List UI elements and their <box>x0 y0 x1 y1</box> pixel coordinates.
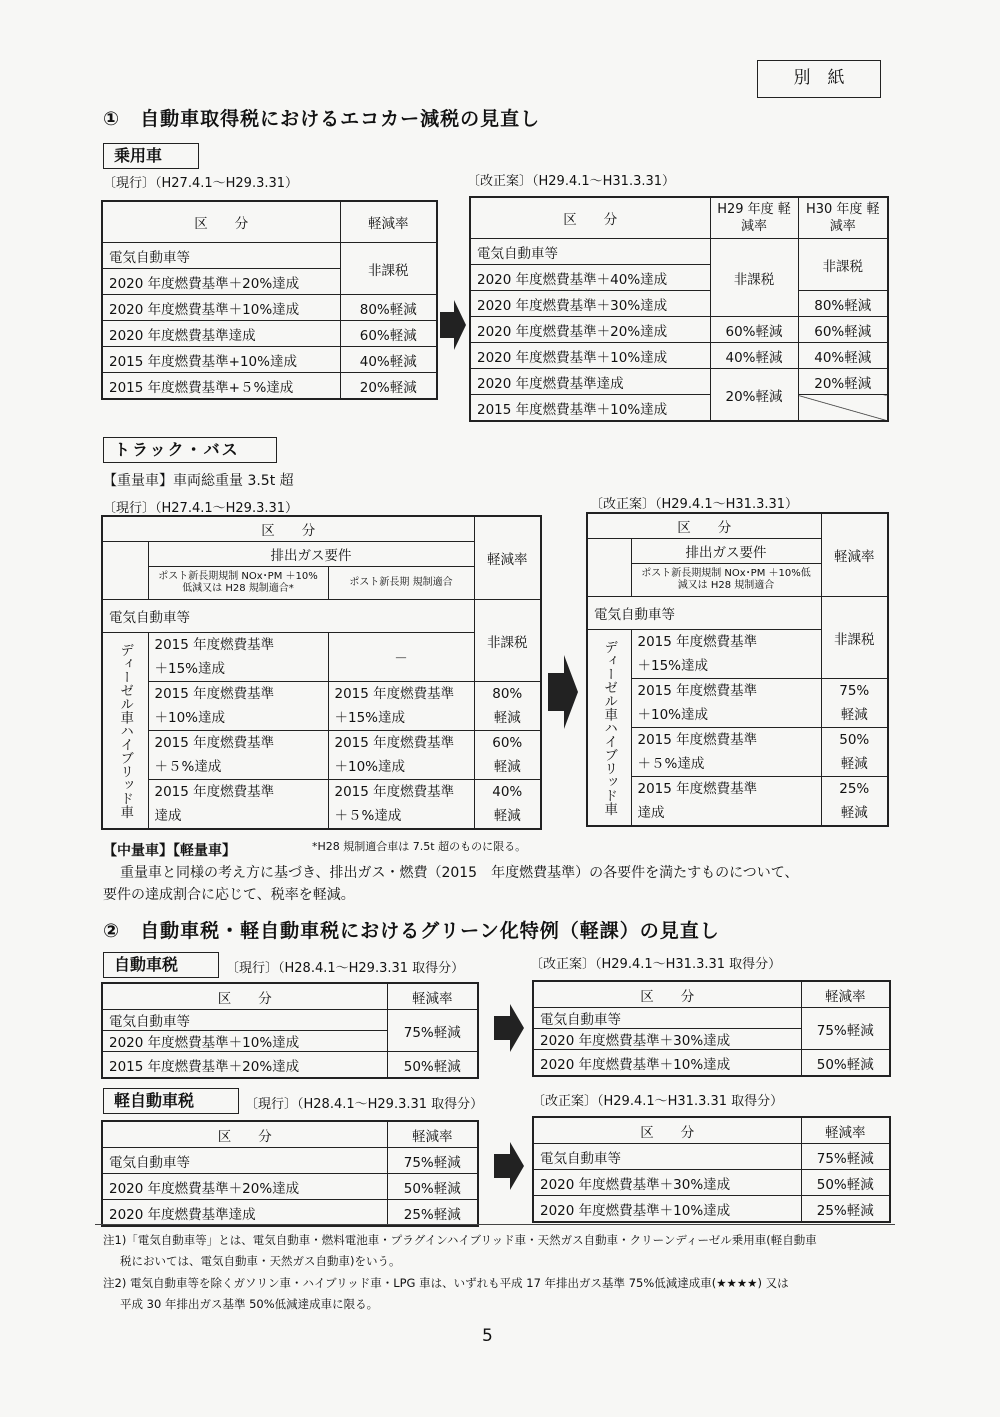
rate-cell: 80% 軽減 <box>474 682 541 731</box>
table-header: 区 分 <box>102 1121 387 1148</box>
table-header: 軽減率 <box>801 1117 890 1144</box>
rate-cell: 60% 軽減 <box>474 731 541 780</box>
section2-title: ② 自動車税・軽自動車税におけるグリーン化特例（軽課）の見直し <box>103 920 720 942</box>
table-cell: 電気自動車等 <box>102 1010 387 1031</box>
table-cell: 2015 年度燃費基準+５%達成 <box>102 373 340 400</box>
blank-cell <box>102 542 148 600</box>
table-cell: 電気自動車等 <box>102 243 340 269</box>
table-cell: 2020 年度燃費基準＋20%達成 <box>102 269 340 295</box>
passenger-current-table <box>101 200 438 400</box>
rate-cell: 40%軽減 <box>710 343 798 369</box>
rate-cell: 40%軽減 <box>340 347 437 373</box>
table-cell: 2020 年度燃費基準＋20%達成 <box>102 1174 387 1200</box>
note-1: 注1)「電気自動車等」とは、電気自動車・燃料電池車・プラグインハイブリッド車・天然ガス自動車・クリーンディーゼル乗用車(軽自動車 <box>103 1233 817 1247</box>
truck-proposed-table <box>586 512 889 827</box>
table-cell: 2020 年度燃費基準＋30%達成 <box>533 1029 801 1050</box>
table-cell: 2015 年度燃費基準 ＋15%達成 <box>631 630 821 679</box>
passenger-proposed-table <box>469 196 889 422</box>
rate-cell: 75%軽減 <box>387 1010 478 1052</box>
arrow-right-icon <box>494 1004 524 1052</box>
table-header: 区 分 <box>587 513 821 539</box>
rate-cell: 60%軽減 <box>798 317 888 343</box>
rate-cell: 75%軽減 <box>801 1008 890 1050</box>
table-cell: 2020 年度燃費基準＋30%達成 <box>470 291 710 317</box>
table-header: 軽減率 <box>821 513 888 597</box>
rate-cell: 20%軽減 <box>710 369 798 422</box>
passenger-current-period: 〔現行〕（H27.4.1～H29.3.31） <box>103 176 299 191</box>
automobile-tax-label: 自動車税 <box>103 952 219 978</box>
table-cell: 2015 年度燃費基準 ＋10%達成 <box>328 731 474 780</box>
table-header: 区 分 <box>533 981 801 1008</box>
rate-cell: 25% 軽減 <box>821 777 888 827</box>
table-cell: 2020 年度燃費基準＋10%達成 <box>102 295 340 321</box>
rate-cell: 50%軽減 <box>387 1174 478 1200</box>
passenger-car-label: 乗用車 <box>103 143 199 169</box>
table-cell: 2015 年度燃費基準＋10%達成 <box>470 395 710 422</box>
table-header: H30 年度 軽減率 <box>798 197 888 239</box>
passenger-proposed-period: 〔改正案〕（H29.4.1～H31.3.31） <box>467 174 676 189</box>
rate-cell: 80%軽減 <box>340 295 437 321</box>
kei-current-table <box>101 1120 479 1227</box>
truck-proposed-period: 〔改正案〕（H29.4.1～H31.3.31） <box>590 497 799 512</box>
rate-cell: 非課税 <box>340 243 437 295</box>
table-header: 軽減率 <box>474 516 541 600</box>
heavy-vehicle-label: 【重量車】車両総重量 3.5t 超 <box>103 473 294 489</box>
section1-title: ① 自動車取得税におけるエコカー減税の見直し <box>103 108 541 130</box>
table-cell: 電気自動車等 <box>102 600 474 633</box>
rate-cell: 75%軽減 <box>387 1148 478 1174</box>
rate-cell: 20%軽減 <box>340 373 437 400</box>
note-2: 注2) 電気自動車等を除くガソリン車・ハイブリッド車・LPG 車は、いずれも平成 17 年排出ガス基準 75%低減達成車(★★★★) 又は <box>103 1276 789 1290</box>
table-cell: 2015 年度燃費基準 ＋15%達成 <box>148 633 328 682</box>
rate-cell: 非課税 <box>798 239 888 291</box>
table-header: 区 分 <box>102 983 387 1010</box>
table-cell: 2020 年度燃費基準＋10%達成 <box>533 1050 801 1077</box>
table-cell: 電気自動車等 <box>102 1148 387 1174</box>
table-cell: 2020 年度燃費基準＋20%達成 <box>470 317 710 343</box>
note-2: 平成 30 年排出ガス基準 50%低減達成車に限る。 <box>120 1297 379 1311</box>
table-cell: 2015 年度燃費基準＋20%達成 <box>102 1052 387 1079</box>
table-header: 軽減率 <box>387 983 478 1010</box>
auto-current-table <box>101 982 479 1079</box>
table-header: 軽減率 <box>801 981 890 1008</box>
table-header: 区 分 <box>102 201 340 243</box>
rate-cell: 40% 軽減 <box>474 780 541 830</box>
table-cell: 2015 年度燃費基準 ＋10%達成 <box>631 679 821 728</box>
truck-current-table <box>101 515 542 830</box>
vertical-label: ディーゼル車ハイブリッド車 <box>587 630 631 827</box>
table-header: 排出ガス要件 <box>631 539 821 564</box>
table-cell: 電気自動車等 <box>533 1144 801 1170</box>
table-cell: 2020 年度燃費基準＋40%達成 <box>470 265 710 291</box>
table-header: 区 分 <box>533 1117 801 1144</box>
table-header: 区 分 <box>102 516 474 542</box>
truck-bus-label: トラック・バス <box>103 437 277 463</box>
rate-cell: 20%軽減 <box>798 369 888 395</box>
table-cell: 2015 年度燃費基準 ＋５%達成 <box>328 780 474 830</box>
table-cell: － <box>328 633 474 682</box>
mid-light-text: 要件の達成割合に応じて、税率を軽減。 <box>103 887 355 903</box>
rate-cell: 75% 軽減 <box>821 679 888 728</box>
table-header: 区 分 <box>470 197 710 239</box>
rate-cell: 40%軽減 <box>798 343 888 369</box>
rate-cell: 非課税 <box>474 600 541 682</box>
table-cell: 電気自動車等 <box>533 1008 801 1029</box>
rate-cell: 50%軽減 <box>801 1170 890 1196</box>
table-cell: 2015 年度燃費基準 達成 <box>631 777 821 827</box>
h28-footnote: *H28 規制適合車は 7.5t 超のものに限る。 <box>312 840 527 853</box>
rate-cell: 60%軽減 <box>340 321 437 347</box>
rate-cell: 75%軽減 <box>801 1144 890 1170</box>
table-subheader: ポスト新長期規制 NOx･PM ＋10%低減又は H28 規制適合 <box>631 564 821 597</box>
rate-cell: 25%軽減 <box>801 1196 890 1223</box>
divider <box>95 1224 895 1225</box>
table-cell: 2015 年度燃費基準 ＋５%達成 <box>148 731 328 780</box>
table-cell: 電気自動車等 <box>587 597 821 630</box>
table-subheader: ポスト新長期規制 NOx･PM ＋10%低減又は H28 規制適合* <box>148 567 328 600</box>
table-subheader: ポスト新長期 規制適合 <box>328 567 474 600</box>
mid-light-text: 重量車と同様の考え方に基づき、排出ガス・燃費（2015 年度燃費基準）の各要件を満たすものについて、 <box>120 865 799 881</box>
arrow-right-icon <box>548 655 578 729</box>
rate-cell: 60%軽減 <box>710 317 798 343</box>
table-header: 排出ガス要件 <box>148 542 474 567</box>
table-cell: 2015 年度燃費基準+10%達成 <box>102 347 340 373</box>
table-cell: 電気自動車等 <box>470 239 710 265</box>
table-cell: 2015 年度燃費基準 ＋15%達成 <box>328 682 474 731</box>
table-cell: 2020 年度燃費基準＋10%達成 <box>470 343 710 369</box>
rate-cell: 50% 軽減 <box>821 728 888 777</box>
page-number: 5 <box>482 1326 493 1346</box>
table-cell: 2015 年度燃費基準 ＋10%達成 <box>148 682 328 731</box>
truck-current-period: 〔現行〕（H27.4.1～H29.3.31） <box>103 501 299 516</box>
empty-diagonal-cell <box>798 395 888 422</box>
table-header: 軽減率 <box>387 1121 478 1148</box>
rate-cell: 50%軽減 <box>801 1050 890 1077</box>
mid-light-label: 【中量車】【軽量車】 <box>103 843 236 859</box>
rate-cell: 80%軽減 <box>798 291 888 317</box>
table-cell: 2020 年度燃費基準＋30%達成 <box>533 1170 801 1196</box>
table-header: H29 年度 軽減率 <box>710 197 798 239</box>
table-cell: 2020 年度燃費基準達成 <box>102 321 340 347</box>
table-cell: 2015 年度燃費基準 達成 <box>148 780 328 830</box>
vertical-label: ディーゼル車ハイブリッド車 <box>102 633 148 830</box>
attachment-label: 別 紙 <box>757 60 881 98</box>
rate-cell: 非課税 <box>821 597 888 679</box>
kei-car-tax-label: 軽自動車税 <box>103 1088 239 1114</box>
rate-cell: 50%軽減 <box>387 1052 478 1079</box>
rate-cell: 非課税 <box>710 239 798 317</box>
table-cell: 2020 年度燃費基準達成 <box>470 369 710 395</box>
kei-proposed-table <box>532 1116 891 1223</box>
table-cell: 2020 年度燃費基準達成 <box>102 1200 387 1227</box>
table-cell: 2020 年度燃費基準＋10%達成 <box>533 1196 801 1223</box>
table-cell: 2015 年度燃費基準 ＋５%達成 <box>631 728 821 777</box>
auto-current-period: 〔現行〕（H28.4.1～H29.3.31 取得分） <box>226 961 465 976</box>
rate-cell: 25%軽減 <box>387 1200 478 1227</box>
note-1: 税においては、電気自動車・天然ガス自動車)をいう。 <box>120 1254 401 1268</box>
kei-current-period: 〔現行〕（H28.4.1～H29.3.31 取得分） <box>245 1097 484 1112</box>
arrow-right-icon <box>494 1142 524 1190</box>
table-header: 軽減率 <box>340 201 437 243</box>
kei-proposed-period: 〔改正案〕（H29.4.1～H31.3.31 取得分） <box>532 1094 784 1109</box>
auto-proposed-table <box>532 980 891 1077</box>
table-cell: 2020 年度燃費基準＋10%達成 <box>102 1031 387 1052</box>
blank-cell <box>587 539 631 597</box>
arrow-right-icon <box>440 300 466 350</box>
auto-proposed-period: 〔改正案〕（H29.4.1～H31.3.31 取得分） <box>530 957 782 972</box>
